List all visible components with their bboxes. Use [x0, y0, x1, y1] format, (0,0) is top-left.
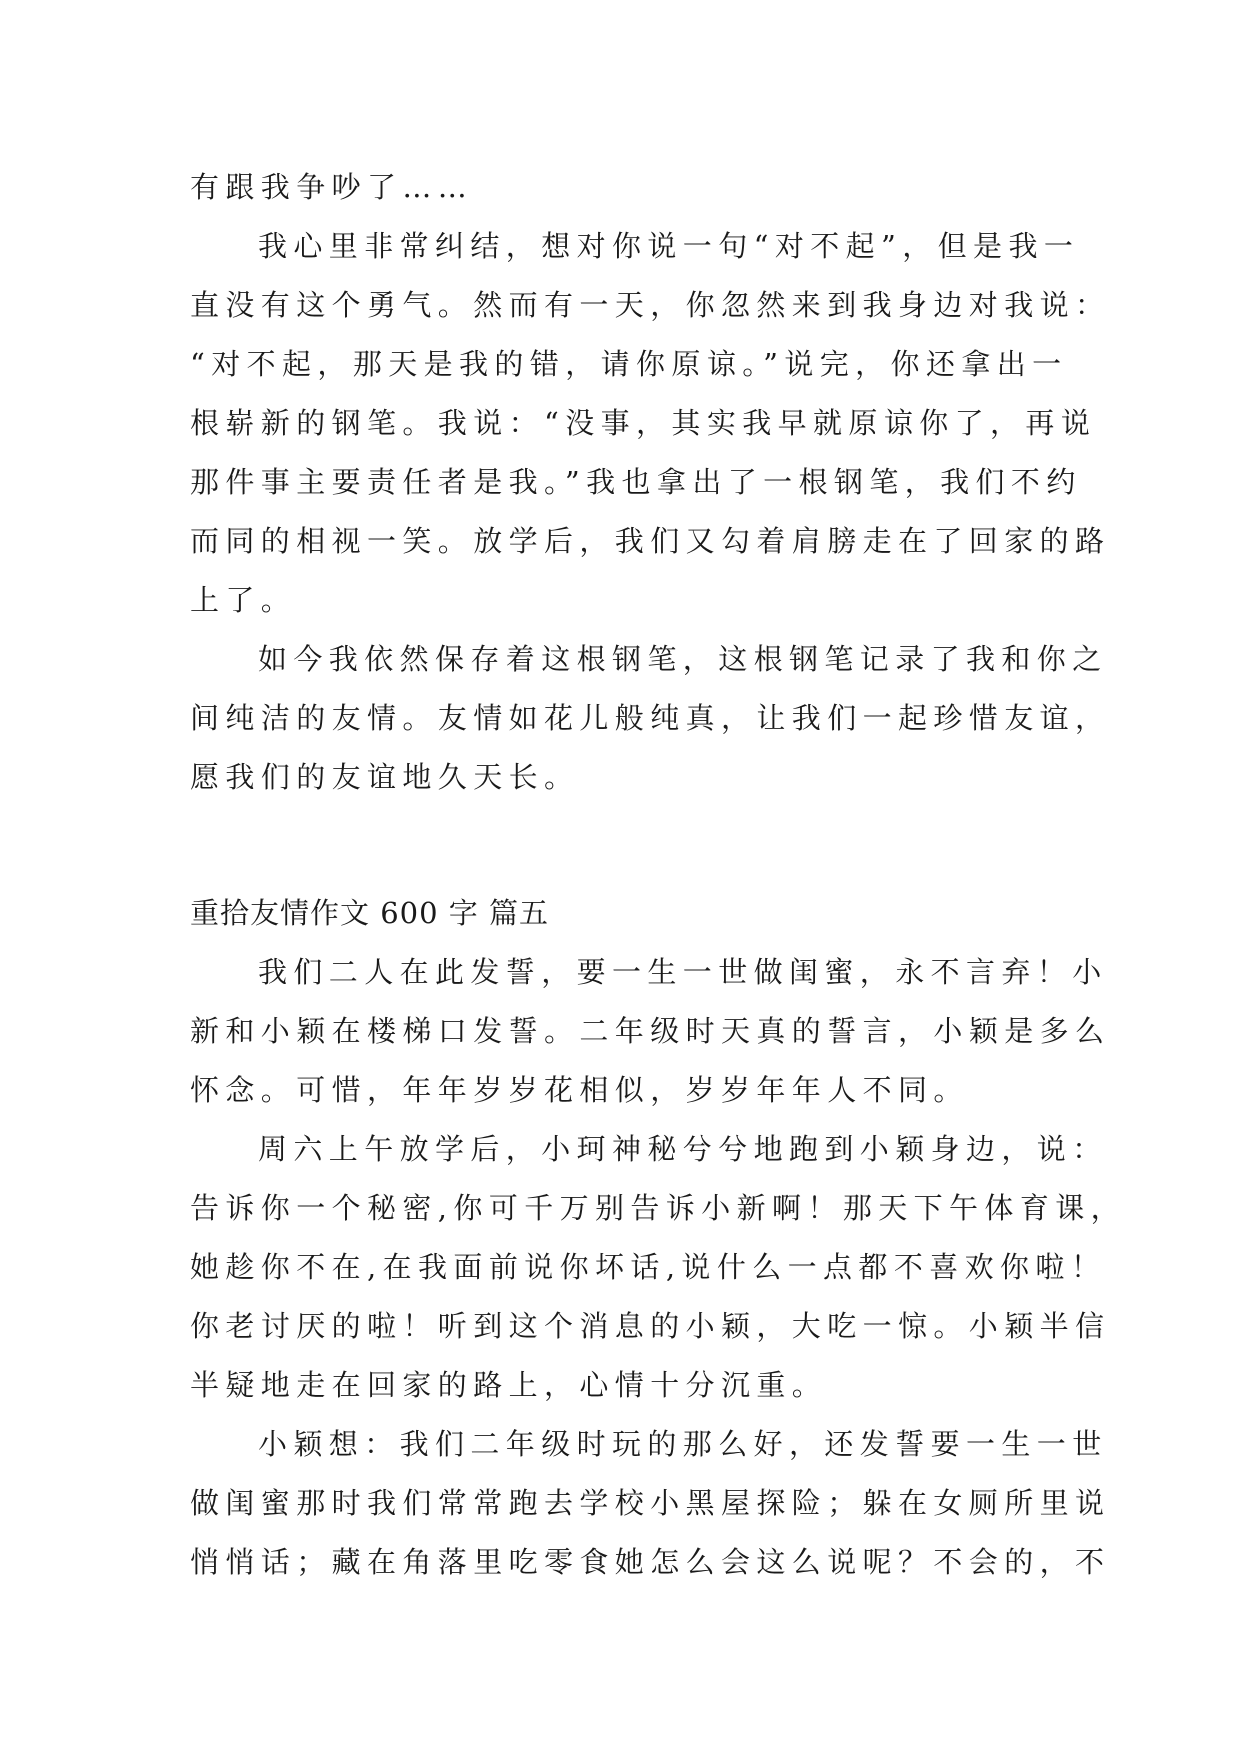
- paragraph-line: 告诉你一个秘密,你可千万别告诉小新啊！那天下午体育课，: [190, 1191, 1127, 1225]
- paragraph-line: 间纯洁的友情。友情如花儿般纯真，让我们一起珍惜友谊，: [190, 701, 1111, 735]
- paragraph-line: 我心里非常纠结，想对你说一句“对不起”，但是我一: [258, 229, 1080, 263]
- paragraph-line: 你老讨厌的啦！听到这个消息的小颖，大吃一惊。小颖半信: [190, 1309, 1111, 1343]
- paragraph-line: 做闺蜜那时我们常常跑去学校小黑屋探险；躲在女厕所里说: [190, 1486, 1111, 1520]
- paragraph-line: 周六上午放学后，小珂神秘兮兮地跑到小颖身边，说：: [258, 1132, 1108, 1166]
- paragraph-line: 怀念。可惜，年年岁岁花相似，岁岁年年人不同。: [190, 1073, 969, 1107]
- paragraph-line: 而同的相视一笑。放学后，我们又勾着肩膀走在了回家的路: [190, 524, 1111, 558]
- paragraph-line: 有跟我争吵了……: [190, 170, 474, 204]
- section-spacer: [190, 807, 1050, 884]
- paragraph-line: 愿我们的友谊地久天长。: [190, 760, 580, 794]
- document-body: [190, 158, 1127, 1592]
- paragraph-line: 那件事主要责任者是我。”我也拿出了一根钢笔，我们不约: [190, 465, 1082, 499]
- paragraph-line: 半疑地走在回家的路上，心情十分沉重。: [190, 1368, 828, 1402]
- paragraph-line: 根崭新的钢笔。我说：“没事，其实我早就原谅你了，再说: [190, 406, 1097, 440]
- paragraph-line: 我们二人在此发誓，要一生一世做闺蜜，永不言弃！小: [258, 955, 1108, 989]
- paragraph-line: 新和小颖在楼梯口发誓。二年级时天真的誓言，小颖是多么: [190, 1014, 1111, 1048]
- section-heading: 重拾友情作文 600 字 篇五: [190, 896, 550, 930]
- paragraph-line: 她趁你不在,在我面前说你坏话,说什么一点都不喜欢你啦！: [190, 1250, 1107, 1284]
- paragraph-line: 上了。: [190, 583, 297, 617]
- paragraph-line: 悄悄话；藏在角落里吃零食她怎么会这么说呢？不会的，不: [190, 1545, 1111, 1579]
- paragraph-line: 直没有这个勇气。然而有一天，你忽然来到我身边对我说：: [190, 288, 1111, 322]
- paragraph-line: “对不起，那天是我的错，请你原谅。”说完，你还拿出一: [190, 347, 1068, 381]
- paragraph-line: 小颖想：我们二年级时玩的那么好，还发誓要一生一世: [258, 1427, 1108, 1461]
- paragraph-line: 如今我依然保存着这根钢笔，这根钢笔记录了我和你之: [258, 642, 1108, 676]
